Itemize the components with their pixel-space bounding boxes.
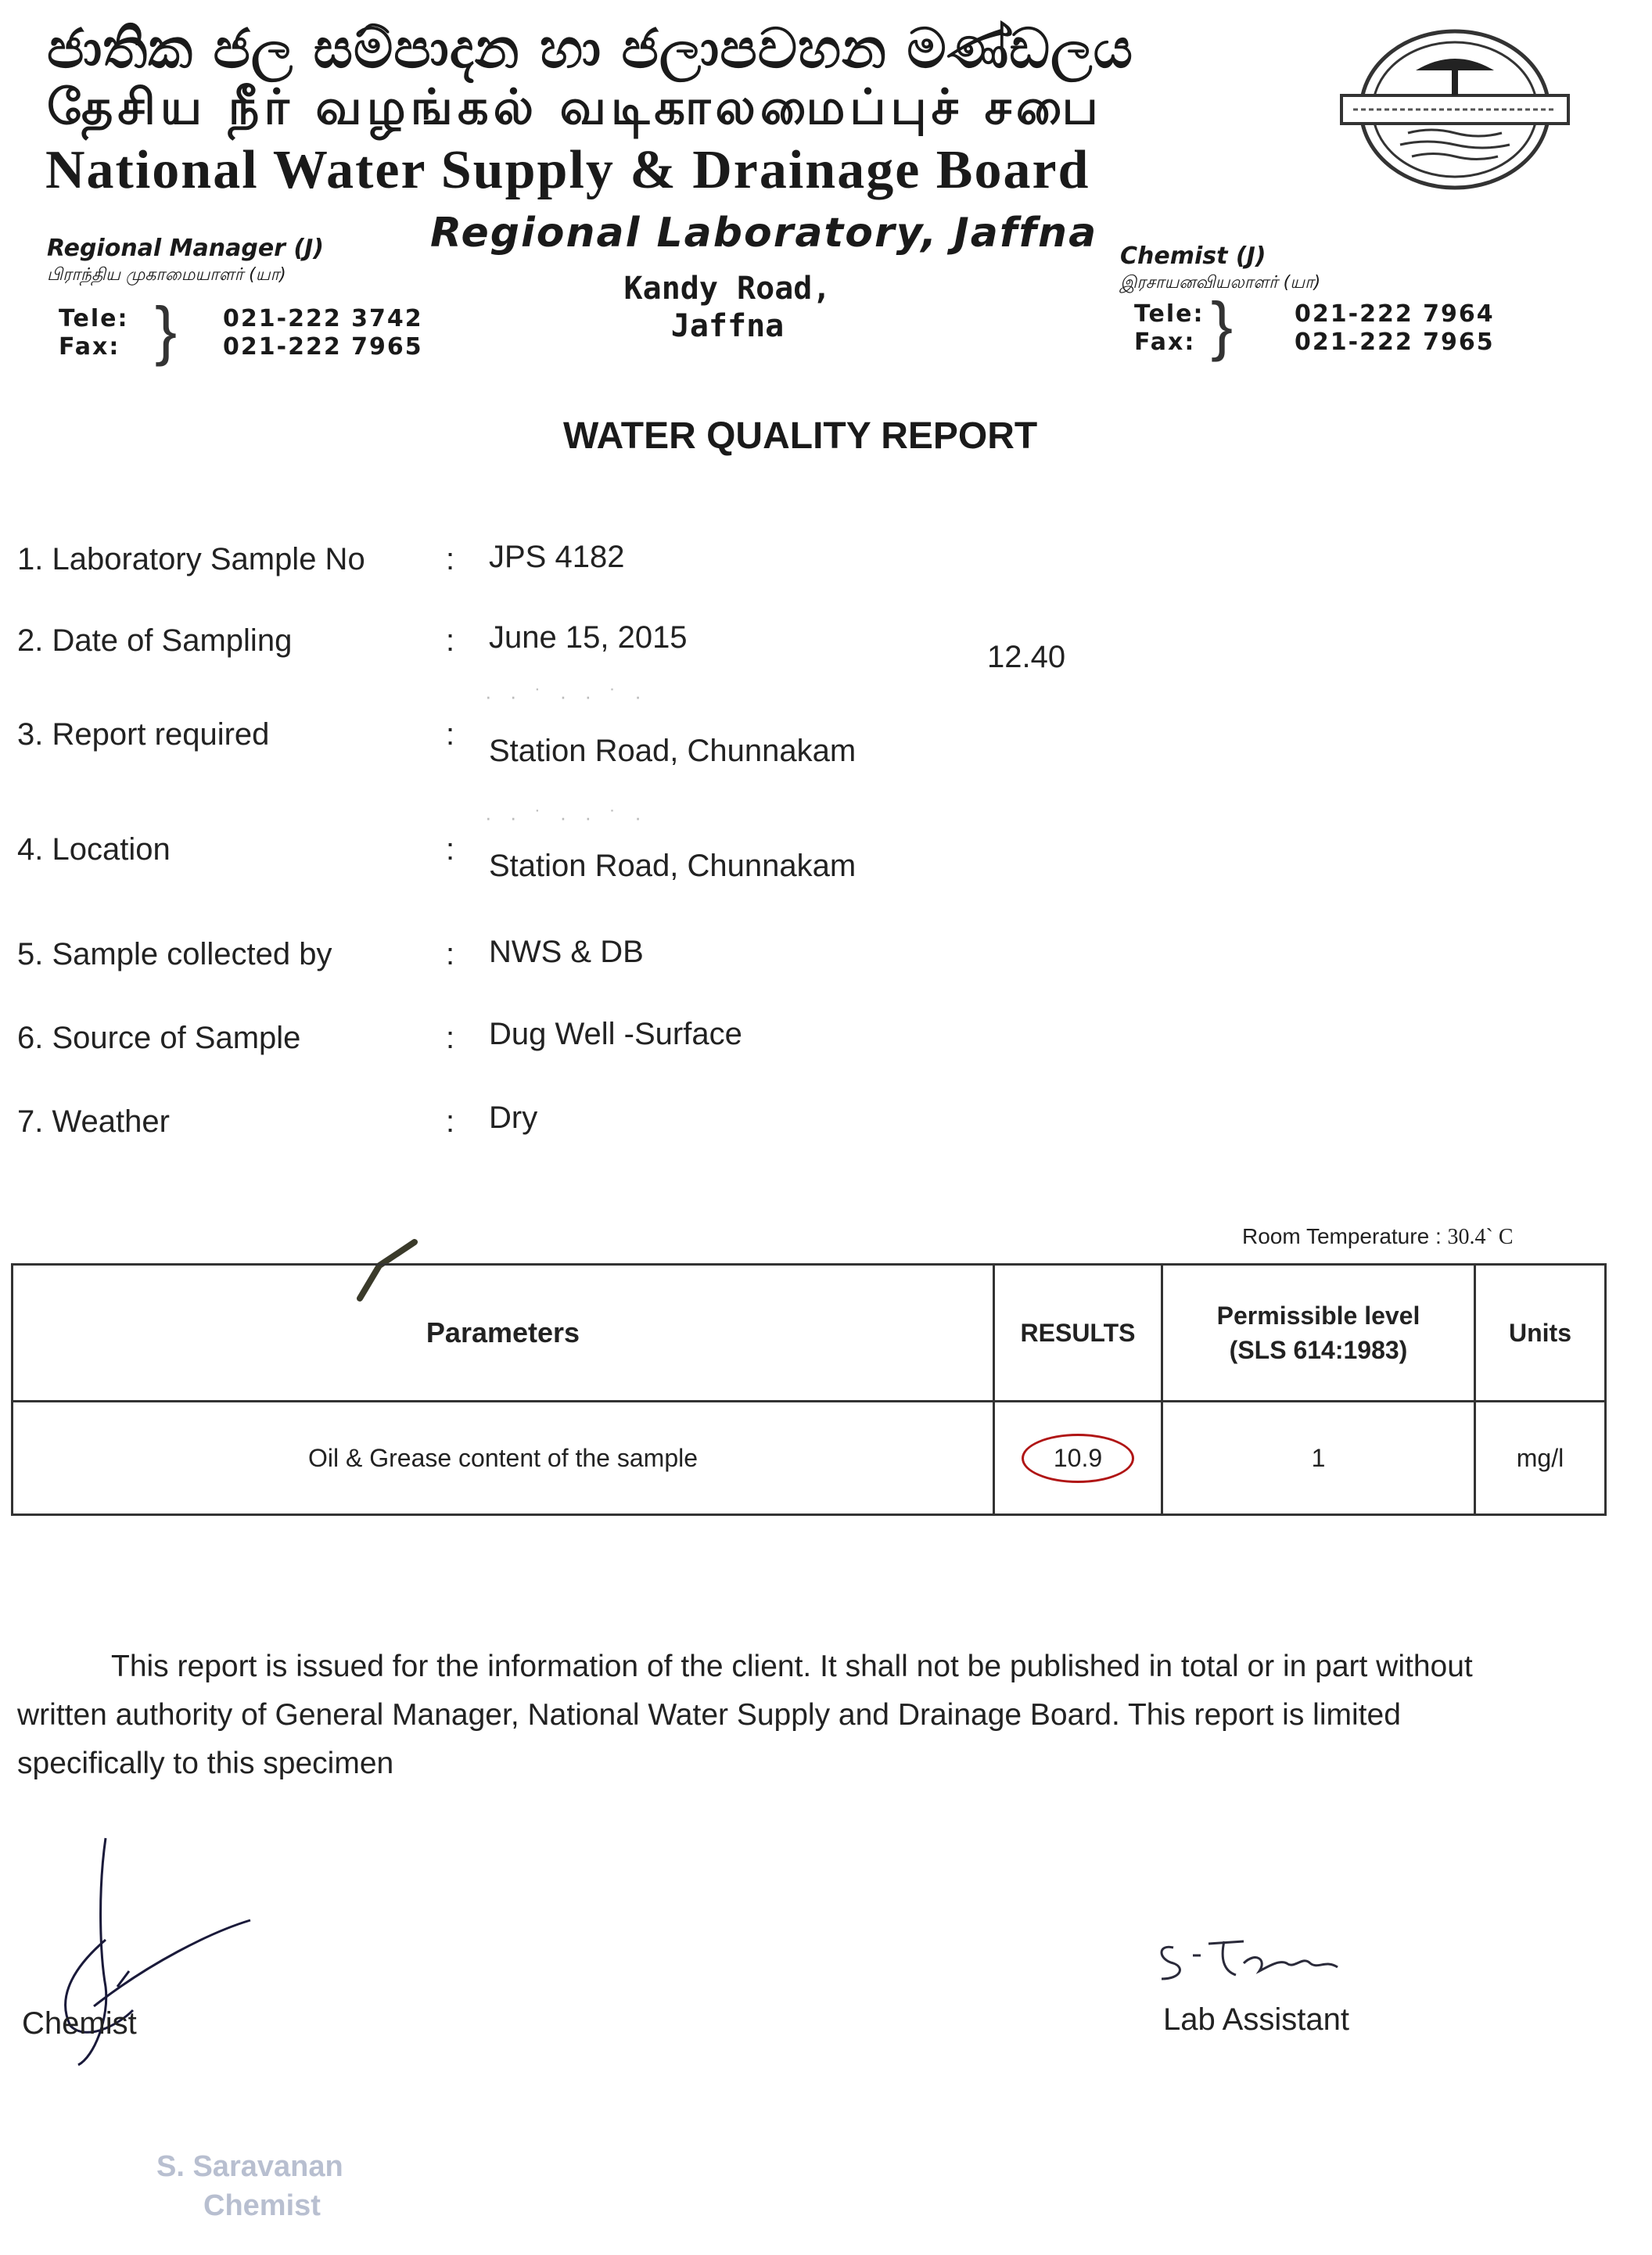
redacted-mark: · · ˙ · · ˙ · bbox=[485, 806, 648, 829]
chemist-contact bbox=[1120, 242, 1320, 295]
lab-address bbox=[548, 270, 907, 345]
field-label-collected-by: 5. Sample collected by bbox=[17, 937, 332, 971]
result-value-circled: 10.9 bbox=[1022, 1434, 1134, 1483]
address-line2: Jaffna bbox=[670, 308, 785, 344]
field-value-time: 12.40 bbox=[987, 640, 1066, 674]
left-contact-numbers bbox=[223, 305, 423, 361]
field-value-weather: Dry bbox=[489, 1101, 538, 1135]
disclaimer-paragraph bbox=[17, 1643, 1535, 1788]
stamp-role: Chemist bbox=[203, 2189, 321, 2222]
field-colon: : bbox=[446, 542, 455, 576]
field-colon: : bbox=[446, 832, 455, 867]
regional-manager-title: Regional Manager (J) bbox=[47, 235, 324, 262]
chemist-signature bbox=[31, 1830, 266, 2096]
field-label-sample-no: 1. Laboratory Sample No bbox=[17, 542, 365, 576]
left-fax-label: Fax: bbox=[59, 333, 120, 361]
field-label-report-required: 3. Report required bbox=[17, 717, 270, 752]
field-label-date: 2. Date of Sampling bbox=[17, 623, 293, 658]
right-fax-label: Fax: bbox=[1134, 329, 1196, 356]
regional-manager-title-tamil: பிராந்திய முகாமையாளர் (யா) bbox=[47, 265, 286, 285]
tamil-title: தேசிய நீர் வழங்கல் வடிகாலமைப்புச் சபை bbox=[47, 78, 1103, 135]
room-temperature-value: 30.4` C bbox=[1447, 1225, 1514, 1249]
table-header-row bbox=[13, 1265, 1606, 1402]
chemist-label: Chemist bbox=[22, 2006, 137, 2041]
chemist-title-tamil: இரசாயனவியலாளர் (யா) bbox=[1120, 273, 1321, 293]
report-title: WATER QUALITY REPORT bbox=[563, 415, 1038, 457]
cell-permissible: 1 bbox=[1162, 1402, 1475, 1515]
header-permissible-line1: Permissible level bbox=[1216, 1302, 1420, 1330]
address-line1: Kandy Road, bbox=[623, 271, 831, 307]
header-permissible-line2: (SLS 614:1983) bbox=[1229, 1336, 1408, 1364]
right-tele-number: 021-222 7964 bbox=[1295, 300, 1495, 328]
room-temperature-colon: : bbox=[1435, 1224, 1442, 1248]
right-contact-labels bbox=[1134, 300, 1204, 357]
header-parameters: Parameters bbox=[13, 1265, 994, 1402]
official-stamp bbox=[156, 2147, 343, 2225]
field-colon: : bbox=[446, 1021, 455, 1055]
field-value-sample-no: JPS 4182 bbox=[489, 540, 625, 574]
cell-parameter: Oil & Grease content of the sample bbox=[13, 1402, 994, 1515]
header-permissible bbox=[1162, 1265, 1475, 1402]
field-colon: : bbox=[446, 937, 455, 971]
field-colon: : bbox=[446, 623, 455, 658]
field-value-date: June 15, 2015 bbox=[489, 620, 688, 655]
chemist-title: Chemist (J) bbox=[1120, 242, 1266, 270]
right-fax-number: 021-222 7965 bbox=[1295, 329, 1495, 356]
disclaimer-text: This report is issued for the information of the client. It shall not be published in total or in part without written authority of General Manager, National Water Supply and Drainage Board. This report is limited specifically to this specimen bbox=[17, 1650, 1473, 1780]
field-colon: : bbox=[446, 717, 455, 752]
field-label-location: 4. Location bbox=[17, 832, 171, 867]
lab-title: Regional Laboratory, Jaffna bbox=[430, 210, 1098, 257]
left-contact-labels bbox=[59, 305, 128, 361]
cell-result bbox=[994, 1402, 1162, 1515]
left-fax-number: 021-222 7965 bbox=[223, 333, 423, 361]
table-row bbox=[13, 1402, 1606, 1515]
english-title: National Water Supply & Drainage Board bbox=[45, 140, 1090, 200]
results-table bbox=[11, 1263, 1607, 1516]
lab-assistant-label: Lab Assistant bbox=[1163, 2002, 1349, 2037]
field-value-collected-by: NWS & DB bbox=[489, 935, 644, 969]
left-tele-label: Tele: bbox=[59, 305, 129, 332]
field-value-source: Dug Well -Surface bbox=[489, 1017, 742, 1051]
lab-assistant-signature bbox=[1150, 1924, 1384, 1995]
cell-units: mg/l bbox=[1475, 1402, 1606, 1515]
room-temperature bbox=[1242, 1224, 1514, 1250]
board-logo-emblem bbox=[1338, 23, 1572, 196]
field-label-weather: 7. Weather bbox=[17, 1104, 170, 1139]
field-value-location: Station Road, Chunnakam bbox=[489, 849, 857, 883]
left-tele-number: 021-222 3742 bbox=[223, 305, 423, 332]
field-label-source: 6. Source of Sample bbox=[17, 1021, 301, 1055]
sinhala-title: ජාතික ජල සම්පාදන හා ජලාපවහන මණ්ඩලය bbox=[47, 16, 1133, 81]
right-contact-numbers bbox=[1295, 300, 1495, 357]
redacted-mark: · · ˙ · · ˙ · bbox=[485, 684, 648, 708]
stamp-name: S. Saravanan bbox=[156, 2150, 343, 2183]
right-tele-label: Tele: bbox=[1134, 300, 1205, 328]
header-results: RESULTS bbox=[994, 1265, 1162, 1402]
room-temperature-label: Room Temperature bbox=[1242, 1224, 1430, 1248]
regional-manager-contact bbox=[47, 235, 324, 287]
left-brace-icon: } bbox=[155, 293, 178, 367]
header-units: Units bbox=[1475, 1265, 1606, 1402]
field-colon: : bbox=[446, 1104, 455, 1139]
right-brace-icon: } bbox=[1211, 289, 1234, 362]
field-value-report-required: Station Road, Chunnakam bbox=[489, 734, 857, 768]
